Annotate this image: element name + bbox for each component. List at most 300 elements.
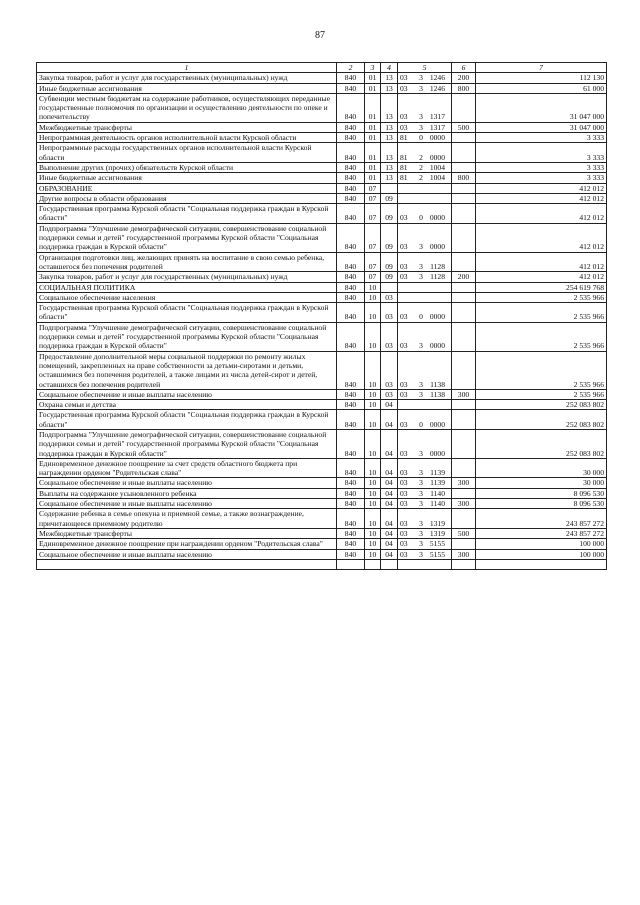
row-direction-code: 1004 bbox=[429, 173, 445, 183]
row-direction-code: 1004 bbox=[429, 162, 445, 172]
table-row bbox=[37, 252, 607, 272]
row-expense-type-code: 800 bbox=[452, 83, 476, 93]
row-expense-type-code bbox=[452, 162, 476, 172]
row-name: ОБРАЗОВАНИЕ bbox=[37, 183, 337, 193]
row-subprogram-code: 2 bbox=[419, 162, 423, 172]
row-subsection-code: 09 bbox=[381, 193, 398, 203]
row-name: Социальное обеспечение и иные выплаты населению bbox=[37, 389, 337, 399]
row-section-code: 07 bbox=[365, 272, 381, 282]
row-subprogram-code: 3 bbox=[419, 539, 423, 549]
row-name: Иные бюджетные ассигнования bbox=[37, 83, 337, 93]
table-row bbox=[37, 83, 607, 93]
row-direction-code: 0000 bbox=[429, 419, 445, 429]
row-name: Закупка товаров, работ и услуг для государственных (муниципальных) нужд bbox=[37, 73, 337, 83]
table-row bbox=[37, 282, 607, 292]
row-ministry-code: 840 bbox=[337, 133, 365, 143]
row-target-article bbox=[398, 292, 452, 302]
row-target-article bbox=[398, 322, 452, 351]
row-subsection-code: 13 bbox=[381, 143, 398, 163]
row-subprogram-code: 3 bbox=[419, 73, 423, 83]
row-direction-code: 1317 bbox=[429, 122, 445, 132]
row-name: Субвенции местным бюджетам на содержание работников, осуществляющих переданные государственные полномочия по организации и осуществлению деятельности по опеке и попечительству bbox=[37, 93, 337, 122]
row-expense-type-code bbox=[452, 133, 476, 143]
row-section-code: 01 bbox=[365, 173, 381, 183]
row-direction-code: 1128 bbox=[430, 261, 445, 271]
row-name: Непрограммная деятельность органов исполнительной власти Курской области bbox=[37, 133, 337, 143]
row-section-code: 10 bbox=[365, 400, 381, 410]
table-row bbox=[37, 539, 607, 549]
row-section-code: 10 bbox=[365, 292, 381, 302]
row-program-code: 03 bbox=[400, 272, 408, 282]
row-direction-code: 0000 bbox=[429, 133, 445, 143]
table-row bbox=[37, 458, 607, 478]
row-name: Социальное обеспечение и иные выплаты населению bbox=[37, 549, 337, 559]
row-amount: 412 012 bbox=[476, 193, 607, 203]
row-subprogram-code: 3 bbox=[419, 261, 423, 271]
row-amount: 412 012 bbox=[476, 183, 607, 193]
row-ministry-code: 840 bbox=[337, 204, 365, 224]
row-section-code: 10 bbox=[365, 509, 381, 529]
row-target-article bbox=[398, 410, 452, 430]
row-expense-type-code: 500 bbox=[452, 122, 476, 132]
row-ministry-code: 840 bbox=[337, 272, 365, 282]
row-subprogram-code: 0 bbox=[419, 312, 423, 322]
table-row bbox=[37, 389, 607, 399]
row-name: Подпрограмма "Улучшение демографической ситуации, совершенствование социальной поддержки семьи и детей" государственной программы Курской области "Социальная поддержка граждан в Курской области" bbox=[37, 322, 337, 351]
row-subsection-code: 09 bbox=[381, 252, 398, 272]
row-target-article bbox=[398, 162, 452, 172]
row-subprogram-code: 3 bbox=[419, 272, 423, 282]
row-amount: 31 047 000 bbox=[476, 122, 607, 132]
row-program-code: 03 bbox=[400, 122, 408, 132]
row-amount: 3 333 bbox=[476, 143, 607, 163]
row-program-code: 03 bbox=[400, 242, 408, 252]
row-section-code: 10 bbox=[365, 458, 381, 478]
table-row bbox=[37, 122, 607, 132]
row-amount: 252 083 802 bbox=[476, 429, 607, 458]
row-target-article bbox=[398, 389, 452, 399]
row-subprogram-code: 3 bbox=[419, 549, 423, 559]
col-header-section: 3 bbox=[365, 63, 381, 73]
row-amount: 252 083 802 bbox=[476, 410, 607, 430]
row-subsection-code: 04 bbox=[381, 458, 398, 478]
row-ministry-code: 840 bbox=[337, 549, 365, 559]
row-ministry-code: 840 bbox=[337, 143, 365, 163]
row-target-article bbox=[398, 282, 452, 292]
row-section-code: 10 bbox=[365, 549, 381, 559]
row-direction-code: 1319 bbox=[429, 528, 445, 538]
row-section-code: 07 bbox=[365, 183, 381, 193]
row-ministry-code: 840 bbox=[337, 478, 365, 488]
row-program-code: 03 bbox=[400, 312, 408, 322]
row-program-code: 03 bbox=[400, 518, 408, 528]
row-target-article bbox=[398, 193, 452, 203]
row-direction-code: 1139 bbox=[430, 478, 445, 488]
table-row bbox=[37, 133, 607, 143]
row-ministry-code: 840 bbox=[337, 499, 365, 509]
col-header-ministry: 2 bbox=[337, 63, 365, 73]
row-target-article bbox=[398, 509, 452, 529]
row-expense-type-code bbox=[452, 223, 476, 252]
row-expense-type-code bbox=[452, 204, 476, 224]
row-subsection-code: 04 bbox=[381, 528, 398, 538]
row-subprogram-code: 3 bbox=[419, 488, 423, 498]
row-direction-code: 0000 bbox=[429, 341, 445, 351]
row-amount: 112 130 bbox=[476, 73, 607, 83]
row-subsection-code: 04 bbox=[381, 539, 398, 549]
row-direction-code: 1246 bbox=[429, 83, 445, 93]
row-expense-type-code: 300 bbox=[452, 389, 476, 399]
row-amount: 30 000 bbox=[476, 478, 607, 488]
row-name: Государственная программа Курской области "Социальная поддержка граждан в Курской области" bbox=[37, 204, 337, 224]
row-target-article bbox=[398, 133, 452, 143]
row-section-code: 07 bbox=[365, 193, 381, 203]
row-ministry-code: 840 bbox=[337, 73, 365, 83]
table-row bbox=[37, 499, 607, 509]
row-subprogram-code: 0 bbox=[419, 213, 423, 223]
row-subsection-code: 13 bbox=[381, 73, 398, 83]
row-target-article bbox=[398, 252, 452, 272]
row-subsection-code: 04 bbox=[381, 410, 398, 430]
row-section-code: 01 bbox=[365, 73, 381, 83]
row-program-code: 81 bbox=[400, 173, 408, 183]
row-subsection-code: 13 bbox=[381, 173, 398, 183]
row-amount: 100 000 bbox=[476, 539, 607, 549]
row-subprogram-code: 2 bbox=[419, 173, 423, 183]
row-subsection-code: 13 bbox=[381, 93, 398, 122]
table-row bbox=[37, 410, 607, 430]
row-ministry-code: 840 bbox=[337, 410, 365, 430]
table-row bbox=[37, 193, 607, 203]
row-section-code: 10 bbox=[365, 499, 381, 509]
row-target-article bbox=[398, 143, 452, 163]
row-subsection-code: 04 bbox=[381, 509, 398, 529]
row-direction-code: 0000 bbox=[429, 312, 445, 322]
row-ministry-code: 840 bbox=[337, 292, 365, 302]
row-expense-type-code bbox=[452, 539, 476, 549]
header-row bbox=[37, 63, 607, 73]
row-subsection-code: 09 bbox=[381, 223, 398, 252]
row-subsection-code: 09 bbox=[381, 272, 398, 282]
row-amount: 31 047 000 bbox=[476, 93, 607, 122]
row-amount: 8 096 530 bbox=[476, 488, 607, 498]
row-target-article bbox=[398, 183, 452, 193]
row-ministry-code: 840 bbox=[337, 282, 365, 292]
row-target-article bbox=[398, 488, 452, 498]
row-name: Содержание ребенка в семье опекуна и приемной семье, а также вознаграждение, причитающееся приемному родителю bbox=[37, 509, 337, 529]
row-direction-code: 1140 bbox=[430, 499, 445, 509]
row-amount: 2 535 966 bbox=[476, 351, 607, 389]
row-subsection-code bbox=[381, 282, 398, 292]
row-section-code: 10 bbox=[365, 488, 381, 498]
row-subprogram-code: 3 bbox=[419, 112, 423, 122]
row-subsection-code: 04 bbox=[381, 488, 398, 498]
row-amount: 254 619 768 bbox=[476, 282, 607, 292]
row-subsection-code: 03 bbox=[381, 389, 398, 399]
col-header-expense-type: 6 bbox=[452, 63, 476, 73]
row-name: Единовременное денежное поощрение при награждении орденом "Родительская слава" bbox=[37, 539, 337, 549]
row-name: Подпрограмма "Улучшение демографической ситуации, совершенствование социальной поддержки семьи и детей" государственной программы Курской области "Социальная поддержка граждан в Курской области" bbox=[37, 223, 337, 252]
row-direction-code: 1138 bbox=[430, 389, 445, 399]
row-subprogram-code: 3 bbox=[419, 242, 423, 252]
row-subsection-code: 13 bbox=[381, 83, 398, 93]
row-subprogram-code: 2 bbox=[419, 152, 423, 162]
row-target-article bbox=[398, 429, 452, 458]
row-expense-type-code: 500 bbox=[452, 528, 476, 538]
row-program-code: 03 bbox=[400, 213, 408, 223]
row-program-code: 03 bbox=[400, 389, 408, 399]
table-row bbox=[37, 173, 607, 183]
row-subprogram-code: 0 bbox=[419, 419, 423, 429]
row-program-code: 03 bbox=[400, 478, 408, 488]
row-direction-code: 1139 bbox=[430, 468, 445, 478]
row-name: Выполнение других (прочих) обязательств Курской области bbox=[37, 162, 337, 172]
row-direction-code: 0000 bbox=[429, 448, 445, 458]
row-subsection-code: 03 bbox=[381, 303, 398, 323]
row-section-code: 01 bbox=[365, 162, 381, 172]
row-expense-type-code: 300 bbox=[452, 549, 476, 559]
row-subprogram-code: 3 bbox=[419, 448, 423, 458]
row-name: Подпрограмма "Улучшение демографической ситуации, совершенствование социальной поддержки семьи и детей" государственной программы Курской области "Социальная поддержка граждан в Курской области" bbox=[37, 429, 337, 458]
row-expense-type-code bbox=[452, 252, 476, 272]
row-ministry-code: 840 bbox=[337, 183, 365, 193]
col-header-name: 1 bbox=[37, 63, 337, 73]
row-amount: 412 012 bbox=[476, 223, 607, 252]
row-name: Охрана семьи и детства bbox=[37, 400, 337, 410]
row-program-code: 03 bbox=[400, 419, 408, 429]
row-subprogram-code: 0 bbox=[419, 133, 423, 143]
row-amount: 100 000 bbox=[476, 549, 607, 559]
row-direction-code: 1140 bbox=[430, 488, 445, 498]
row-target-article bbox=[398, 458, 452, 478]
table-row bbox=[37, 429, 607, 458]
row-program-code: 03 bbox=[400, 261, 408, 271]
row-section-code: 07 bbox=[365, 223, 381, 252]
row-expense-type-code bbox=[452, 488, 476, 498]
row-ministry-code: 840 bbox=[337, 162, 365, 172]
row-expense-type-code bbox=[452, 183, 476, 193]
table-row bbox=[37, 204, 607, 224]
row-subsection-code: 04 bbox=[381, 429, 398, 458]
row-subprogram-code: 3 bbox=[419, 379, 423, 389]
row-subsection-code: 04 bbox=[381, 478, 398, 488]
row-name: Социальное обеспечение и иные выплаты населению bbox=[37, 499, 337, 509]
row-program-code: 03 bbox=[400, 528, 408, 538]
col-header-amount: 7 bbox=[476, 63, 607, 73]
row-ministry-code: 840 bbox=[337, 322, 365, 351]
row-subsection-code: 03 bbox=[381, 322, 398, 351]
row-program-code: 03 bbox=[400, 379, 408, 389]
row-amount: 3 333 bbox=[476, 162, 607, 172]
table-row bbox=[37, 528, 607, 538]
row-expense-type-code bbox=[452, 458, 476, 478]
row-ministry-code: 840 bbox=[337, 400, 365, 410]
row-ministry-code: 840 bbox=[337, 488, 365, 498]
row-expense-type-code bbox=[452, 193, 476, 203]
row-section-code: 01 bbox=[365, 143, 381, 163]
row-section-code: 10 bbox=[365, 528, 381, 538]
row-section-code: 07 bbox=[365, 252, 381, 272]
row-name: Предоставление дополнительной меры социальной поддержки по ремонту жилых помещений, закрепленных на праве собственности за детьми-сиротами и детьми, оставшимися без попечения родителей, а также лицами из числа детей-сирот и детей, оставшихся без попечения родителей bbox=[37, 351, 337, 389]
row-target-article bbox=[398, 272, 452, 282]
table-row bbox=[37, 549, 607, 559]
row-ministry-code: 840 bbox=[337, 223, 365, 252]
row-subprogram-code: 3 bbox=[419, 468, 423, 478]
row-expense-type-code bbox=[452, 143, 476, 163]
table-row bbox=[37, 272, 607, 282]
row-amount: 61 000 bbox=[476, 83, 607, 93]
row-section-code: 01 bbox=[365, 122, 381, 132]
row-subprogram-code: 3 bbox=[419, 478, 423, 488]
row-subprogram-code: 3 bbox=[419, 528, 423, 538]
row-direction-code: 1138 bbox=[430, 379, 445, 389]
row-expense-type-code bbox=[452, 351, 476, 389]
table-row bbox=[37, 509, 607, 529]
row-program-code: 03 bbox=[400, 488, 408, 498]
row-program-code: 81 bbox=[400, 152, 408, 162]
row-expense-type-code bbox=[452, 400, 476, 410]
row-target-article bbox=[398, 83, 452, 93]
row-expense-type-code: 300 bbox=[452, 478, 476, 488]
row-target-article bbox=[398, 73, 452, 83]
row-target-article bbox=[398, 478, 452, 488]
row-ministry-code: 840 bbox=[337, 122, 365, 132]
row-program-code: 03 bbox=[400, 499, 408, 509]
row-subsection-code bbox=[381, 183, 398, 193]
col-header-subsection: 4 bbox=[381, 63, 398, 73]
row-target-article bbox=[398, 122, 452, 132]
row-program-code: 03 bbox=[400, 112, 408, 122]
row-expense-type-code bbox=[452, 282, 476, 292]
row-target-article bbox=[398, 351, 452, 389]
row-direction-code: 1246 bbox=[429, 73, 445, 83]
table-row bbox=[37, 93, 607, 122]
row-amount: 412 012 bbox=[476, 272, 607, 282]
row-subsection-code: 03 bbox=[381, 351, 398, 389]
table-row bbox=[37, 183, 607, 193]
row-expense-type-code bbox=[452, 292, 476, 302]
row-subprogram-code: 3 bbox=[419, 83, 423, 93]
row-name: Закупка товаров, работ и услуг для государственных (муниципальных) нужд bbox=[37, 272, 337, 282]
row-name: Другие вопросы в области образования bbox=[37, 193, 337, 203]
row-direction-code: 1128 bbox=[430, 272, 445, 282]
row-name: Социальное обеспечение и иные выплаты населению bbox=[37, 478, 337, 488]
row-direction-code: 1319 bbox=[429, 518, 445, 528]
row-amount: 243 857 272 bbox=[476, 509, 607, 529]
row-expense-type-code bbox=[452, 303, 476, 323]
row-target-article bbox=[398, 303, 452, 323]
row-ministry-code: 840 bbox=[337, 509, 365, 529]
row-name: Социальное обеспечение населения bbox=[37, 292, 337, 302]
row-ministry-code: 840 bbox=[337, 458, 365, 478]
budget-table bbox=[36, 62, 607, 570]
row-subsection-code: 09 bbox=[381, 204, 398, 224]
row-amount: 3 333 bbox=[476, 133, 607, 143]
row-amount: 243 857 272 bbox=[476, 528, 607, 538]
row-subsection-code: 04 bbox=[381, 549, 398, 559]
row-amount: 2 535 966 bbox=[476, 322, 607, 351]
row-subsection-code: 04 bbox=[381, 400, 398, 410]
row-amount: 30 000 bbox=[476, 458, 607, 478]
row-section-code: 10 bbox=[365, 539, 381, 549]
row-name: Межбюджетные трансферты bbox=[37, 528, 337, 538]
table-row bbox=[37, 322, 607, 351]
row-ministry-code: 840 bbox=[337, 429, 365, 458]
row-expense-type-code bbox=[452, 93, 476, 122]
table-row bbox=[37, 73, 607, 83]
row-subsection-code: 04 bbox=[381, 499, 398, 509]
row-subprogram-code: 3 bbox=[419, 518, 423, 528]
row-amount: 252 083 802 bbox=[476, 400, 607, 410]
row-subprogram-code: 3 bbox=[419, 499, 423, 509]
row-ministry-code: 840 bbox=[337, 93, 365, 122]
row-name: Межбюджетные трансферты bbox=[37, 122, 337, 132]
row-subprogram-code: 3 bbox=[419, 122, 423, 132]
table-row bbox=[37, 351, 607, 389]
row-program-code: 03 bbox=[400, 73, 408, 83]
row-amount: 2 535 966 bbox=[476, 389, 607, 399]
row-direction-code: 5155 bbox=[429, 539, 445, 549]
row-section-code: 10 bbox=[365, 410, 381, 430]
row-subsection-code: 13 bbox=[381, 133, 398, 143]
row-section-code: 01 bbox=[365, 83, 381, 93]
empty-row bbox=[37, 559, 607, 569]
row-amount: 2 535 966 bbox=[476, 292, 607, 302]
row-subsection-code: 13 bbox=[381, 122, 398, 132]
row-direction-code: 0000 bbox=[429, 242, 445, 252]
row-direction-code: 1317 bbox=[429, 112, 445, 122]
row-program-code: 03 bbox=[400, 468, 408, 478]
row-section-code: 10 bbox=[365, 282, 381, 292]
row-expense-type-code bbox=[452, 410, 476, 430]
row-name: Государственная программа Курской области "Социальная поддержка граждан в Курской области" bbox=[37, 410, 337, 430]
table-row bbox=[37, 223, 607, 252]
row-name: Выплаты на содержание усыновленного ребенка bbox=[37, 488, 337, 498]
row-subprogram-code: 3 bbox=[419, 389, 423, 399]
row-target-article bbox=[398, 173, 452, 183]
row-section-code: 10 bbox=[365, 351, 381, 389]
row-section-code: 10 bbox=[365, 389, 381, 399]
row-target-article bbox=[398, 528, 452, 538]
row-section-code: 10 bbox=[365, 478, 381, 488]
row-name: Непрограммные расходы государственных органов исполнительной власти Курской области bbox=[37, 143, 337, 163]
row-target-article bbox=[398, 400, 452, 410]
col-header-target-article: 5 bbox=[398, 63, 452, 73]
table-row bbox=[37, 488, 607, 498]
row-amount: 8 096 530 bbox=[476, 499, 607, 509]
row-target-article bbox=[398, 499, 452, 509]
table-row bbox=[37, 143, 607, 163]
row-target-article bbox=[398, 549, 452, 559]
row-target-article bbox=[398, 93, 452, 122]
row-ministry-code: 840 bbox=[337, 539, 365, 549]
row-target-article bbox=[398, 204, 452, 224]
row-name: Иные бюджетные ассигнования bbox=[37, 173, 337, 183]
row-expense-type-code bbox=[452, 509, 476, 529]
row-expense-type-code: 200 bbox=[452, 272, 476, 282]
row-name: Государственная программа Курской области "Социальная поддержка граждан в Курской области" bbox=[37, 303, 337, 323]
row-expense-type-code bbox=[452, 322, 476, 351]
row-ministry-code: 840 bbox=[337, 389, 365, 399]
row-ministry-code: 840 bbox=[337, 252, 365, 272]
row-name: Организация подготовки лиц, желающих принять на воспитание в свою семью ребенка, оставшегося без попечения родителей bbox=[37, 252, 337, 272]
row-direction-code: 0000 bbox=[429, 213, 445, 223]
row-section-code: 01 bbox=[365, 93, 381, 122]
row-section-code: 10 bbox=[365, 303, 381, 323]
page-number: 87 bbox=[315, 30, 325, 41]
row-amount: 412 012 bbox=[476, 252, 607, 272]
row-subsection-code: 13 bbox=[381, 162, 398, 172]
